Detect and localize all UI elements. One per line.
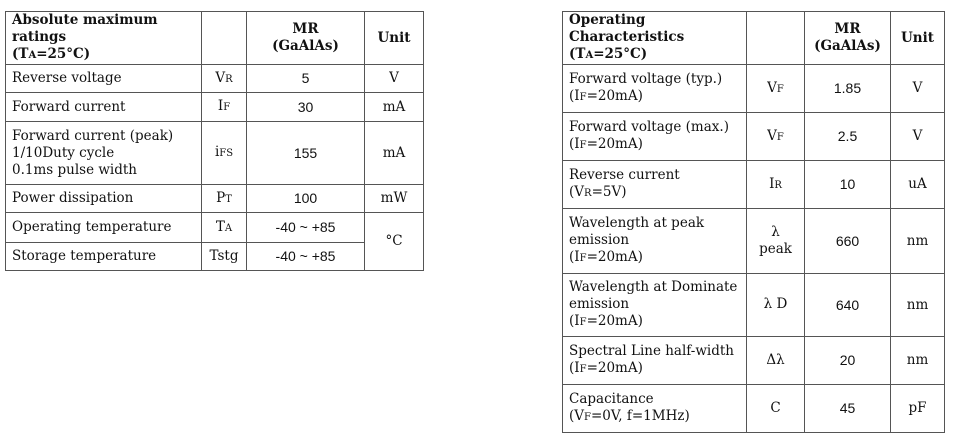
abs-title: Absolute maximum ratings xyxy=(12,12,158,45)
param-name: Capacitance (VF=0V, f=1MHz) xyxy=(563,385,747,433)
param-value: 2.5 xyxy=(805,113,891,161)
param-symbol: Tstg xyxy=(202,243,247,271)
param-name: Wavelength at peak emission (IF=20mA) xyxy=(563,209,747,274)
param-symbol: VF xyxy=(747,65,805,113)
param-symbol: IF xyxy=(202,93,247,122)
param-name: Forward current (peak) 1/10Duty cycle 0.1ms pulse width xyxy=(6,122,202,185)
param-name: Power dissipation xyxy=(6,185,202,213)
param-unit: mA xyxy=(365,122,424,185)
param-unit: V xyxy=(365,65,424,93)
param-name: Storage temperature xyxy=(6,243,202,271)
table-row xyxy=(563,337,945,385)
abs-mr-header: MR (GaAlAs) xyxy=(247,12,365,65)
op-mr-header: MR (GaAlAs) xyxy=(805,12,891,65)
param-value: 5 xyxy=(247,65,365,93)
table-row xyxy=(563,161,945,209)
param-value: 155 xyxy=(247,122,365,185)
table-row xyxy=(563,385,945,433)
param-name: Reverse voltage xyxy=(6,65,202,93)
param-unit: nm xyxy=(891,274,945,337)
param-value: -40 ~ +85 xyxy=(247,213,365,243)
param-name: Reverse current (VR=5V) xyxy=(563,161,747,209)
table-row xyxy=(6,65,424,93)
param-symbol: iFS xyxy=(202,122,247,185)
abs-symbol-header xyxy=(202,12,247,65)
operating-characteristics-table xyxy=(562,11,945,433)
param-value: -40 ~ +85 xyxy=(247,243,365,271)
param-unit: uA xyxy=(891,161,945,209)
param-name: Operating temperature xyxy=(6,213,202,243)
param-value: 45 xyxy=(805,385,891,433)
op-title: Operating Characteristics xyxy=(569,12,685,45)
param-symbol: VR xyxy=(202,65,247,93)
param-symbol: λ D xyxy=(747,274,805,337)
param-symbol: PT xyxy=(202,185,247,213)
param-symbol: VF xyxy=(747,113,805,161)
param-name: Forward voltage (typ.) (IF=20mA) xyxy=(563,65,747,113)
op-condition: (TA=25°C) xyxy=(569,46,648,62)
param-value: 1.85 xyxy=(805,65,891,113)
param-unit: pF xyxy=(891,385,945,433)
param-name: Forward voltage (max.) (IF=20mA) xyxy=(563,113,747,161)
table-row xyxy=(563,113,945,161)
param-symbol: C xyxy=(747,385,805,433)
param-value: 100 xyxy=(247,185,365,213)
param-unit: °C xyxy=(365,213,424,271)
op-header-row xyxy=(563,12,945,65)
table-row xyxy=(6,93,424,122)
param-value: 10 xyxy=(805,161,891,209)
param-symbol: λ peak xyxy=(747,209,805,274)
param-symbol: IR xyxy=(747,161,805,209)
abs-condition: (TA=25°C) xyxy=(12,46,91,62)
op-symbol-header xyxy=(747,12,805,65)
param-name: Spectral Line half-width (IF=20mA) xyxy=(563,337,747,385)
op-unit-header: Unit xyxy=(891,12,945,65)
abs-unit-header: Unit xyxy=(365,12,424,65)
param-value: 20 xyxy=(805,337,891,385)
param-name: Forward current xyxy=(6,93,202,122)
param-symbol: Δλ xyxy=(747,337,805,385)
param-value: 30 xyxy=(247,93,365,122)
param-unit: nm xyxy=(891,209,945,274)
abs-header-row xyxy=(6,12,424,65)
table-row xyxy=(6,185,424,213)
param-unit: nm xyxy=(891,337,945,385)
table-row xyxy=(6,213,424,243)
param-name: Wavelength at Dominate emission (IF=20mA) xyxy=(563,274,747,337)
abs-title-cell xyxy=(6,12,202,65)
table-row xyxy=(6,243,424,271)
table-row xyxy=(563,209,945,274)
op-title-cell xyxy=(563,12,747,65)
absolute-maximum-ratings-table xyxy=(5,11,424,271)
table-row xyxy=(6,122,424,185)
param-unit: V xyxy=(891,65,945,113)
param-unit: mA xyxy=(365,93,424,122)
param-symbol: TA xyxy=(202,213,247,243)
param-value: 640 xyxy=(805,274,891,337)
table-row xyxy=(563,274,945,337)
param-value: 660 xyxy=(805,209,891,274)
param-unit: V xyxy=(891,113,945,161)
table-row xyxy=(563,65,945,113)
param-unit: mW xyxy=(365,185,424,213)
